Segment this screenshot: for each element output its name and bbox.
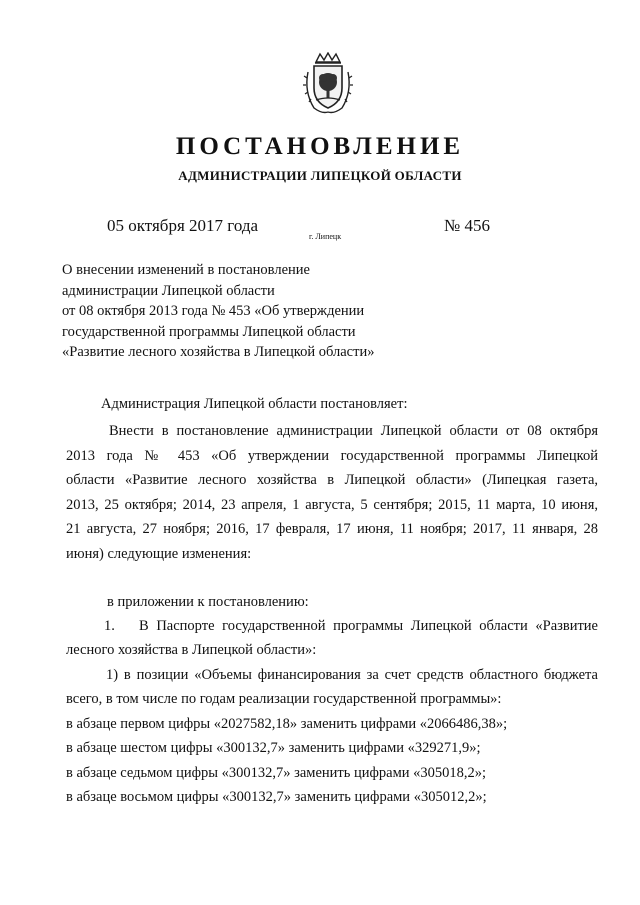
body-line: 2013 года № 453 «Об утверждении государственной программы Липецкой <box>66 448 598 464</box>
coat-of-arms-icon <box>302 52 354 116</box>
appendix-line: в приложении к постановлению: <box>107 594 309 610</box>
item-number: 1. <box>104 618 115 634</box>
document-title: ПОСТАНОВЛЕНИЕ <box>175 133 465 160</box>
subject-line: администрации Липецкой области <box>62 282 275 299</box>
change-line: в абзаце первом цифры «2027582,18» заменить цифрами «2066486,38»; <box>66 716 508 732</box>
body-line: области «Развитие лесного хозяйства в Липецкой области» (Липецкая газета, <box>66 472 598 488</box>
document-city: г. Липецк <box>309 232 342 241</box>
body-line: 21 августа, 27 ноября; 2016, 17 февраля, 17 июня, 11 ноября; 2017, 11 января, 28 <box>66 521 598 537</box>
document-subject <box>62 260 374 363</box>
change-line: в абзаце седьмом цифры «300132,7» заменить цифрами «305018,2»; <box>66 765 487 781</box>
change-line: в абзаце восьмом цифры «300132,7» заменить цифрами «305012,2»; <box>66 789 487 805</box>
body-line: июня) следующие изменения: <box>66 546 252 562</box>
document-number: № 456 <box>444 216 490 235</box>
change-line: в абзаце шестом цифры «300132,7» заменить цифрами «329271,9»; <box>66 740 481 756</box>
subject-line: от 08 октября 2013 года № 453 «Об утверждении <box>62 303 365 320</box>
document-date: 05 октября 2017 года <box>107 216 259 235</box>
subject-line: государственной программы Липецкой области <box>62 323 356 340</box>
body-line: всего, в том числе по годам реализации государственной программы»: <box>66 691 502 707</box>
body-line: Внести в постановление администрации Липецкой области от 08 октября <box>109 423 598 439</box>
body-line: 1) в позиции «Объемы финансирования за счет средств областного бюджета <box>106 667 598 683</box>
issuing-authority: АДМИНИСТРАЦИИ ЛИПЕЦКОЙ ОБЛАСТИ <box>178 168 462 183</box>
body-line: В Паспорте государственной программы Липецкой области «Развитие <box>139 618 598 634</box>
resolves-statement: Администрация Липецкой области постановляет: <box>101 396 408 412</box>
body-line: 2013, 25 октября; 2014, 23 апреля, 1 августа, 5 сентября; 2015, 11 марта, 10 июня, <box>66 497 598 513</box>
subject-line: «Развитие лесного хозяйства в Липецкой области» <box>62 344 375 361</box>
body-line: лесного хозяйства в Липецкой области»: <box>66 642 317 658</box>
subject-line: О внесении изменений в постановление <box>62 262 310 278</box>
